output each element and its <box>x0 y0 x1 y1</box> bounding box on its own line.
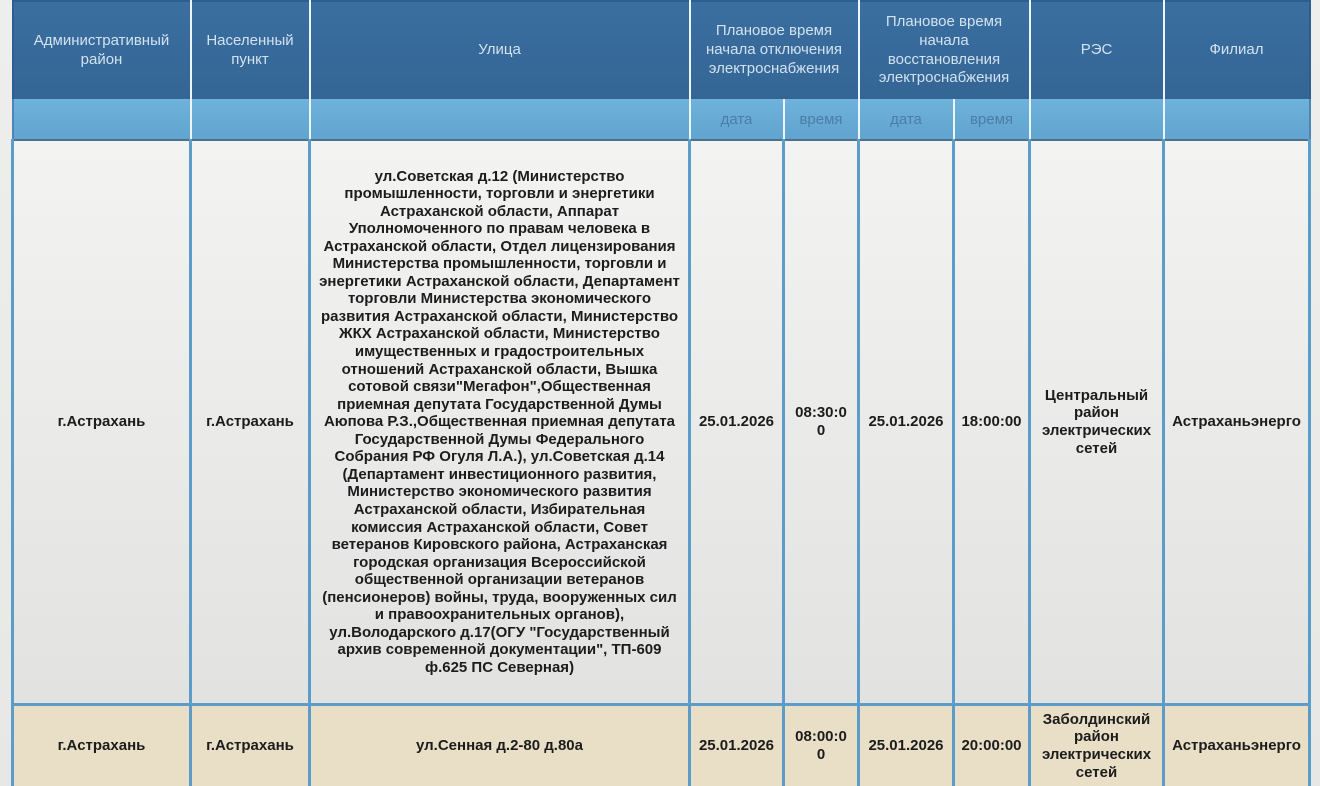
subheader-spacer-district <box>13 99 191 140</box>
subheader-row <box>13 99 1310 140</box>
subheader-restore-time: время <box>954 99 1030 140</box>
cell-restore-time: 20:00:00 <box>954 705 1030 786</box>
subheader-outage-time: время <box>784 99 859 140</box>
subheader-spacer-street <box>310 99 690 140</box>
table-row <box>13 140 1310 705</box>
subheader-restore-date: дата <box>859 99 954 140</box>
cell-outage-date: 25.01.2026 <box>690 705 784 786</box>
cell-branch: Астраханьэнерго <box>1164 140 1310 705</box>
header-outage-group: Плановое время начала отключения электроснабжения <box>690 1 859 99</box>
subheader-spacer-res <box>1030 99 1164 140</box>
cell-restore-date: 25.01.2026 <box>859 140 954 705</box>
header-res: РЭС <box>1030 1 1164 99</box>
header-branch: Филиал <box>1164 1 1310 99</box>
header-restore-group: Плановое время начала восстановления электроснабжения <box>859 1 1030 99</box>
cell-district: г.Астрахань <box>13 705 191 786</box>
table-row <box>13 705 1310 786</box>
cell-res: Центральный район электрических сетей <box>1030 140 1164 705</box>
subheader-outage-date: дата <box>690 99 784 140</box>
header-street: Улица <box>310 1 690 99</box>
outage-schedule-table <box>11 0 1311 786</box>
table-body <box>13 140 1310 786</box>
table-header <box>13 1 1310 140</box>
cell-street: ул.Советская д.12 (Министерство промышленности, торговли и энергетики Астраханской области, Аппарат Уполномоченного по правам человека в Астраханской области, Отдел лицензирования Министерства промышленности, торговли и энергетики Астраханской области, Департамент торговли Министерства экономического развития Астраханской области, Министерство ЖКХ Астраханской области, Министерство имущественных и градостроительных отношений Астраханской области, Вышка сотовой связи"Мегафон",Общественная приемная депутата Государственной Думы Аюпова Р.З.,Общественная приемная депутата Государственной Думы Федерального Собрания РФ Огуля Л.А.), ул.Советская д.14 (Департамент инвестиционного развития, Министерство экономического развития Астраханской области, Избирательная комиссия Астраханской области, Совет ветеранов Кировского района, Астраханская городская организация Всероссийской общественной организации ветеранов (пенсионеров) войны, труда, вооруженных сил и правоохранительных органов), ул.Володарского д.17(ОГУ "Государственный архив современной документации", ТП-609 ф.625 ПС Северная) <box>310 140 690 705</box>
cell-street: ул.Сенная д.2-80 д.80а <box>310 705 690 786</box>
subheader-spacer-branch <box>1164 99 1310 140</box>
cell-settlement: г.Астрахань <box>191 705 310 786</box>
cell-res: Заболдинский район электрических сетей <box>1030 705 1164 786</box>
cell-outage-time: 08:00:00 <box>784 705 859 786</box>
cell-branch: Астраханьэнерго <box>1164 705 1310 786</box>
header-settlement: Населенный пункт <box>191 1 310 99</box>
cell-restore-time: 18:00:00 <box>954 140 1030 705</box>
cell-district: г.Астрахань <box>13 140 191 705</box>
cell-settlement: г.Астрахань <box>191 140 310 705</box>
cell-restore-date: 25.01.2026 <box>859 705 954 786</box>
cell-outage-date: 25.01.2026 <box>690 140 784 705</box>
header-row <box>13 1 1310 99</box>
header-district: Административный район <box>13 1 191 99</box>
cell-outage-time: 08:30:00 <box>784 140 859 705</box>
subheader-spacer-settlement <box>191 99 310 140</box>
